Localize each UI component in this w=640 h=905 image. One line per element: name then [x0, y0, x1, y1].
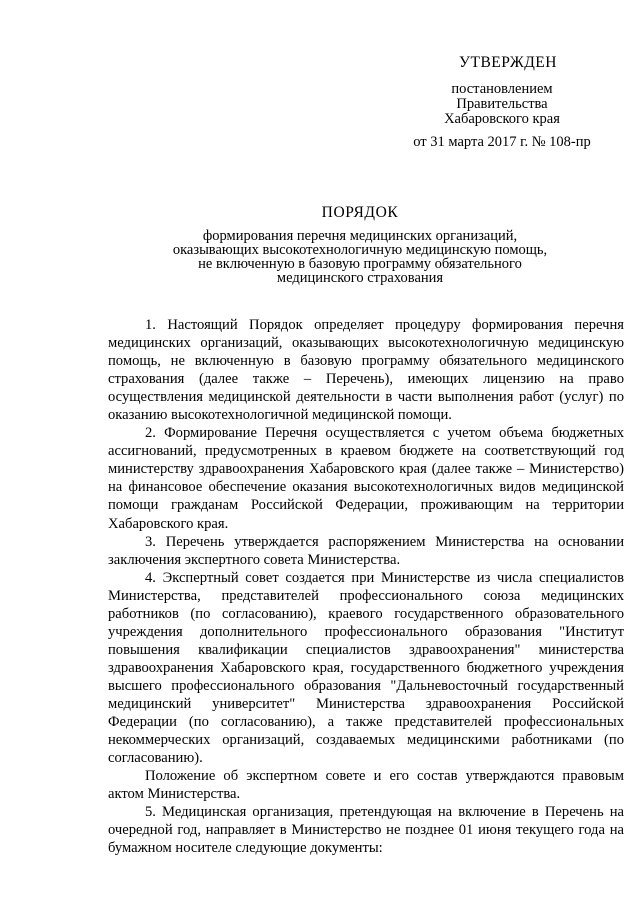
document-title: ПОРЯДОК — [321, 204, 399, 221]
approval-date: от 31 марта 2017 г. № 108-пр — [413, 134, 591, 150]
approval-line: Хабаровского края — [444, 111, 560, 127]
approval-line: Правительства — [456, 96, 548, 112]
document-subtitle-line: формирования перечня медицинских организаций, — [202, 228, 518, 244]
paragraph-1: 1. Настоящий Порядок определяет процедуру формирования перечня медицинских организаций, оказывающих высокотехнологичную медицинскую помощь, не включенную в базовую программу обязательного медицинского страхования (далее также – Перечень), имеющих лицензию на право осуществления медицинской деятельности в части выполнения работ (услуг) по оказанию высокотехнологичной медицинской помощи. — [108, 317, 624, 424]
approval-stamp: УТВЕРЖДЕН — [459, 54, 557, 71]
paragraph-4: 4. Экспертный совет создается при Министерстве из числа специалистов Министерства, представителей профессионального союза медицинских работников (по согласованию), краевого государственного образовательного учреждения дополнительного профессионального образования "Институт повышения квалификации специалистов здравоохранения" министерства здравоохранения Хабаровского края, государственного бюджетного учреждения высшего профессионального образования "Дальневосточный государственный медицинский университет" Министерства здравоохранения Российской Федерации (по согласованию), а также представителей профессиональных некоммерческих организаций, создаваемых медицинскими работниками (по согласованию). — [108, 569, 624, 767]
title-block — [100, 204, 620, 285]
paragraph-2: 2. Формирование Перечня осуществляется с учетом объема бюджетных ассигнований, предусмотренных в краевом бюджете на соответствующий год министерству здравоохранения Хабаровского края (далее также – Министерство) на финансовое обеспечение оказания высокотехнологичных видов медицинской помощи гражданам Российской Федерации, проживающим на территории Хабаровского края. — [108, 425, 624, 532]
document-subtitle-line: оказывающих высокотехнологичную медицинскую помощь, — [172, 242, 548, 258]
document-subtitle-line: медицинского страхования — [276, 270, 444, 286]
document-subtitle-line: не включенную в базовую программу обязательного — [198, 256, 522, 272]
document-body — [108, 316, 624, 857]
paragraph-3: 3. Перечень утверждается распоряжением Министерства на основании заключения экспертного совета Министерства. — [108, 533, 624, 568]
paragraph-5: 5. Медицинская организация, претендующая на включение в Перечень на очередной год, направляет в Министерство не позднее 01 июня текущего года на бумажном носителе следующие документы: — [108, 804, 624, 857]
approval-line: постановлением — [451, 81, 553, 97]
paragraph-4-note: Положение об экспертном совете и его состав утверждаются правовым актом Министерства. — [108, 768, 624, 803]
approval-block — [392, 55, 612, 150]
